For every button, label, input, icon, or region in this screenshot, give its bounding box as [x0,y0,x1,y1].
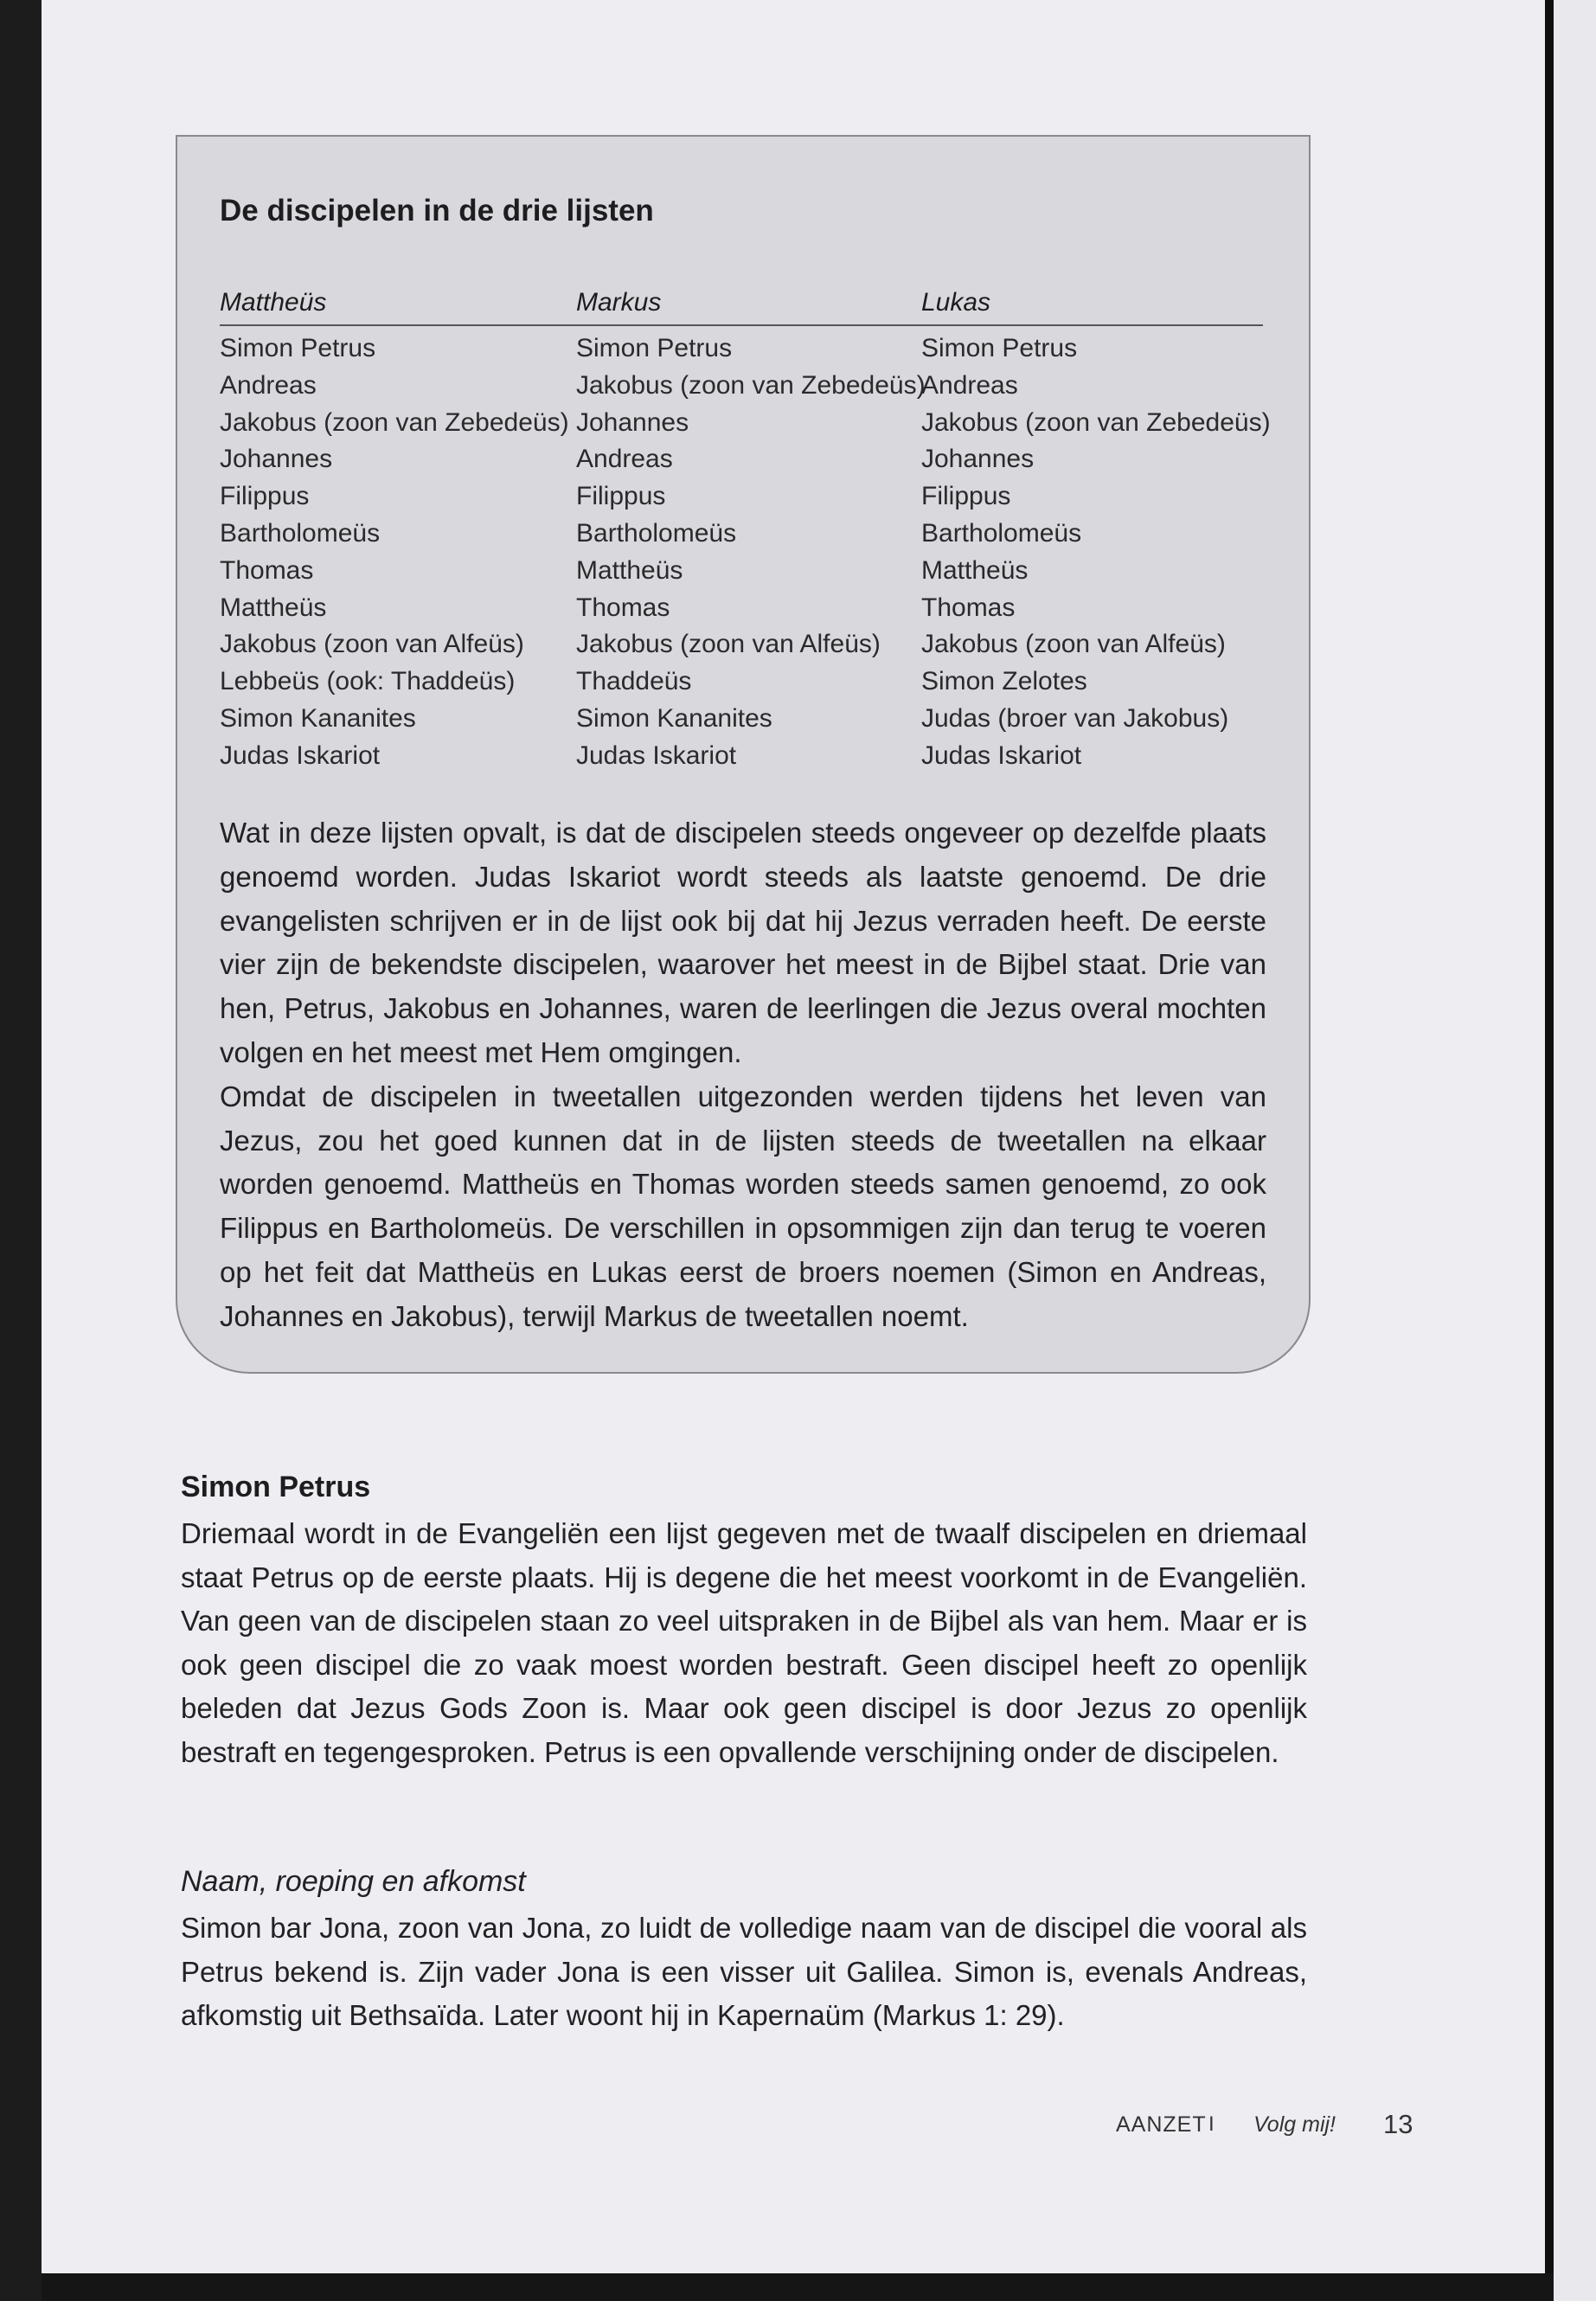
list-item: Bartholomeüs [220,518,381,548]
footer-separator: I [1208,2112,1215,2136]
page [42,0,1545,2301]
list-item: Andreas [220,370,317,400]
list-item: Andreas [576,445,673,474]
page-number: 13 [1383,2109,1413,2139]
subheading: Naam, roeping en afkomst [181,1865,526,1898]
column-heading: Mattheüs [220,288,327,317]
list-item: Johannes [576,407,689,437]
list-item: Jakobus (zoon van Zebedeüs) [576,370,926,400]
list-item: Thaddeüs [576,667,692,696]
column-heading: Markus [576,288,662,317]
list-item: Judas (broer van Jakobus) [921,703,1229,733]
list-item: Filippus [220,482,310,511]
list-item: Judas Iskariot [220,740,381,770]
list-column-lukas [921,285,1271,775]
list-item: Mattheüs [220,593,327,622]
list-item: Simon Petrus [220,334,376,362]
list-item: Johannes [220,445,333,474]
list-item: Thomas [220,555,314,585]
list-item: Judas Iskariot [576,740,737,770]
list-item: Jakobus (zoon van Alfeüs) [921,630,1226,659]
info-box [176,135,1311,1374]
box-paragraph: Omdat de discipelen in tweetallen uitgezonden werden tijdens het leven van Jezus, zou het goed kunnen dat in de lijsten steeds de tweetallen na elkaar worden genoemd. Mattheüs en Thomas worden steeds samen genoemd, zo ook Filippus en Bartholomeüs. De verschillen in opsommigen zijn dan terug te voeren op het feit dat Mattheüs en Lukas eerst de broers noemen (Simon en Andreas, Johannes en Jakobus), terwijl Markus de tweetallen noemt. [220,1080,1266,1332]
box-paragraph: Wat in deze lijsten opvalt, is dat de discipelen steeds ongeveer op dezelfde plaats genoemd worden. Judas Iskariot wordt steeds als laatste genoemd. De drie evangelisten schrijven er in de lijst ook bij dat hij Jezus verraden heeft. De eerste vier zijn de bekendste discipelen, waarover het meest in de Bijbel staat. Drie van hen, Petrus, Jakobus en Johannes, waren de leerlingen die Jezus overal mochten volgen en het meest met Hem omgingen. [220,817,1266,1068]
list-item: Jakobus (zoon van Zebedeüs) [921,407,1271,437]
list-column-markus [576,285,926,775]
list-item: Jakobus (zoon van Zebedeüs) [220,407,569,437]
list-item: Jakobus (zoon van Alfeüs) [220,630,524,659]
list-item: Judas Iskariot [921,740,1082,770]
list-column-mattheus [220,285,569,775]
section-heading: Simon Petrus [181,1471,371,1503]
list-item: Jakobus (zoon van Alfeüs) [576,630,881,659]
list-item: Simon Petrus [921,334,1078,362]
section-paragraph: Driemaal wordt in de Evangeliën een lijst gegeven met de twaalf discipelen en driemaal staat Petrus op de eerste plaats. Hij is degene die het meest voorkomt in de Evangeliën. Van geen van de discipelen staan zo veel uitspraken in de Bijbel als van hem. Maar er is ook geen discipel die zo vaak moest worden bestraft. Geen discipel heeft zo openlijk beleden dat Jezus Gods Zoon is. Maar ook geen discipel is door Jezus zo openlijk bestraft en tegengesproken. Petrus is een opvallende verschijning onder de discipelen. [181,1517,1307,1768]
sub-paragraph: Simon bar Jona, zoon van Jona, zo luidt de volledige naam van de discipel die vooral als Petrus bekend is. Zijn vader Jona is een visser uit Galilea. Simon is, evenals Andreas, afkomstig uit Bethsaïda. Later woont hij in Kapernaüm (Markus 1: 29). [181,1912,1307,2031]
column-heading: Lukas [921,288,991,317]
box-title: De discipelen in de drie lijsten [220,194,654,228]
list-item: Filippus [576,482,666,511]
scan-margin [1554,0,1596,2301]
footer-book-title: Volg mij! [1253,2112,1336,2137]
box-body [220,811,1266,1339]
header-rule [220,324,1355,327]
list-item: Simon Kananites [220,703,416,733]
list-item: Mattheüs [921,555,1029,585]
list-item: Filippus [921,482,1011,511]
page-bottom-edge [42,2273,1554,2301]
list-item: Mattheüs [576,555,683,585]
list-item: Andreas [921,370,1018,400]
list-item: Bartholomeüs [921,518,1082,548]
list-item: Johannes [921,445,1035,474]
page-edge-shadow [1545,0,1554,2301]
list-item: Bartholomeüs [576,518,737,548]
list-item: Lebbeüs (ook: Thaddeüs) [220,667,516,696]
list-item: Thomas [576,593,670,622]
list-item: Simon Petrus [576,334,733,362]
list-item: Simon Kananites [576,703,772,733]
footer-series: AANZET [1116,2112,1207,2137]
list-item: Simon Zelotes [921,667,1087,696]
list-item: Thomas [921,593,1016,622]
